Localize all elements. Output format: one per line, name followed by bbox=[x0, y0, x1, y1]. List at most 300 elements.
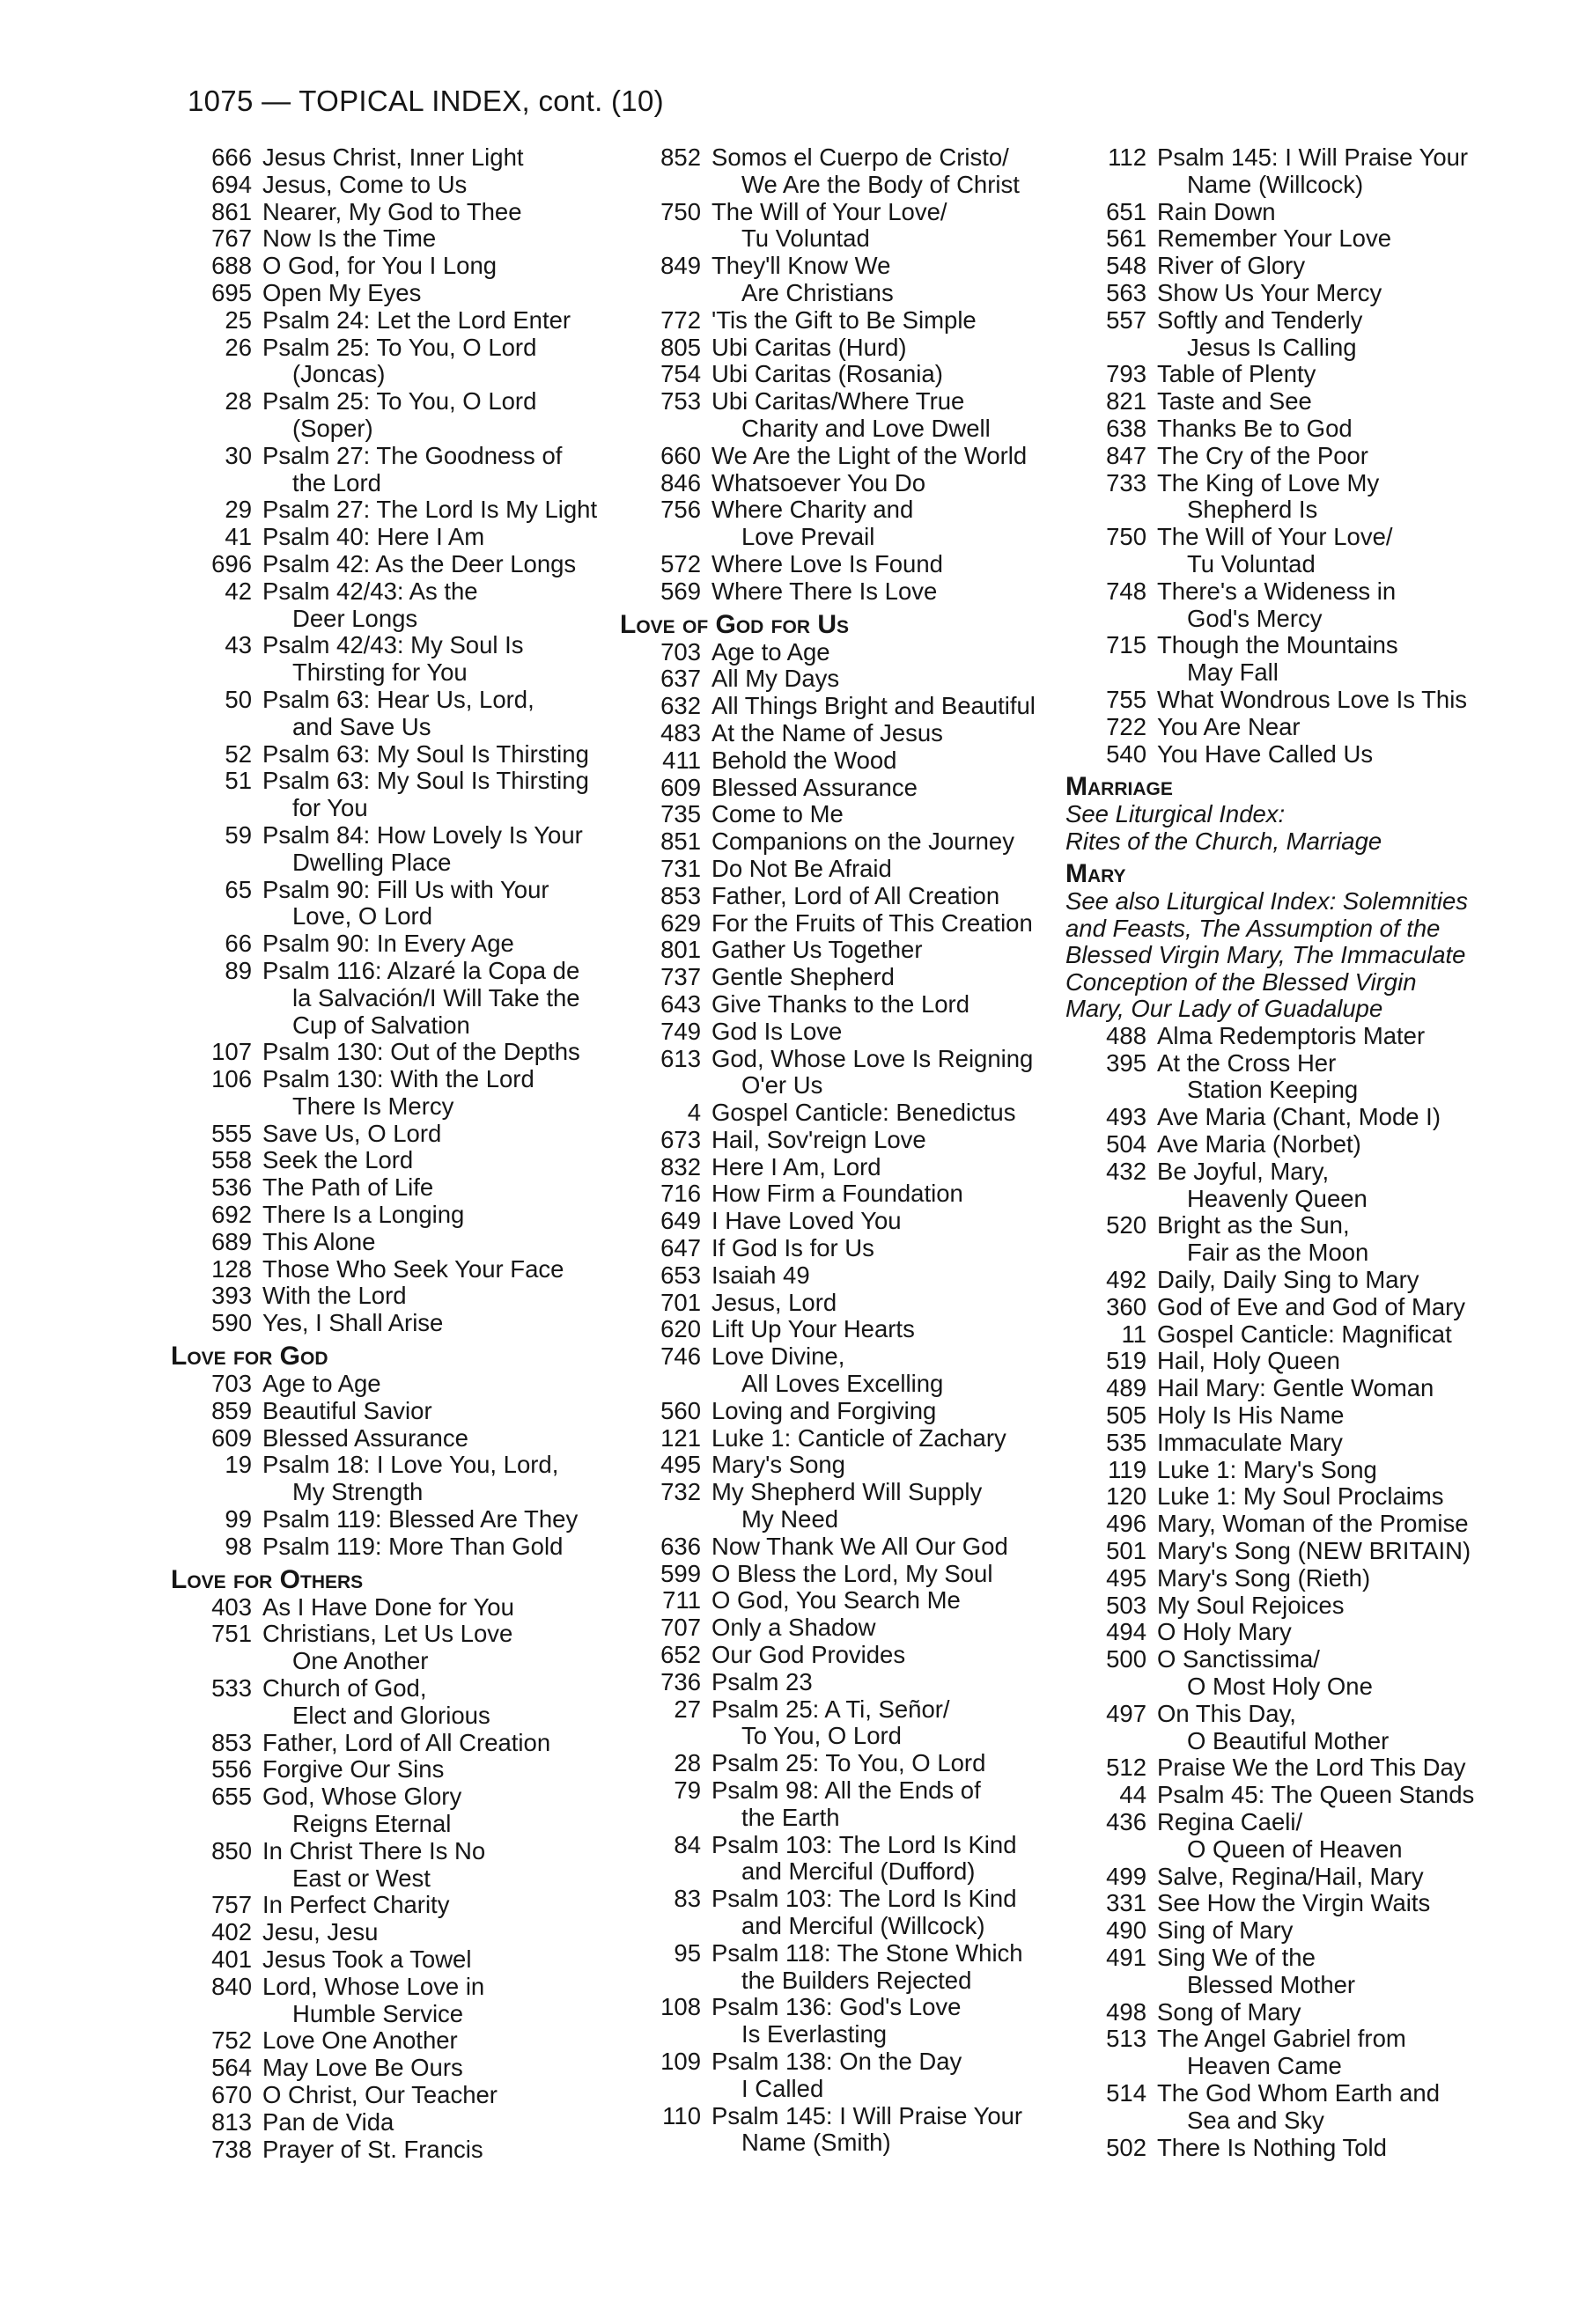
index-entry bbox=[1062, 1131, 1511, 1158]
title-line: Praise We the Lord This Day bbox=[1157, 1754, 1466, 1782]
hymn-title bbox=[262, 1371, 625, 1398]
hymn-title bbox=[262, 225, 625, 253]
title-continuation: the Earth bbox=[741, 1803, 840, 1831]
hymn-number: 753 bbox=[660, 387, 701, 416]
index-entry bbox=[616, 1750, 1065, 1777]
title-line: Beautiful Savior bbox=[262, 1396, 432, 1424]
index-entry bbox=[616, 144, 1065, 199]
hymn-title bbox=[711, 1398, 1065, 1425]
index-entry bbox=[616, 1994, 1065, 2048]
index-entry bbox=[167, 443, 625, 497]
index-entry bbox=[1062, 1158, 1511, 1213]
hymn-number: 821 bbox=[1106, 387, 1146, 416]
index-entry bbox=[616, 551, 1065, 578]
index-entry bbox=[616, 2048, 1065, 2103]
index-entry bbox=[1062, 1809, 1511, 1864]
hymn-number: 736 bbox=[660, 1667, 701, 1695]
hymn-title bbox=[1157, 687, 1511, 714]
hymn-title bbox=[262, 1919, 625, 1946]
hymn-title bbox=[1157, 2080, 1511, 2135]
hymn-number: 106 bbox=[211, 1065, 252, 1093]
cross-reference-note: See also Liturgical Index: Solemnities and Feasts, The Assumption of the Blessed Virgin Mary, The Immaculate Conception of the Blessed Virgin Mary, Our Lady of Guadalupe bbox=[1065, 887, 1469, 1023]
title-continuation: I Called bbox=[741, 2074, 824, 2102]
index-entry bbox=[616, 199, 1065, 254]
hymn-title bbox=[711, 1832, 1065, 1886]
title-line: Somos el Cuerpo de Cristo/ bbox=[711, 143, 1009, 171]
index-entry bbox=[616, 1180, 1065, 1208]
index-entry bbox=[167, 225, 625, 253]
index-entry bbox=[167, 1147, 625, 1174]
hymn-number: 859 bbox=[211, 1396, 252, 1424]
hymn-number: 695 bbox=[211, 278, 252, 306]
index-column-1 bbox=[167, 144, 625, 2163]
title-line: O Christ, Our Teacher bbox=[262, 2080, 498, 2108]
hymn-title bbox=[1157, 1538, 1511, 1565]
title-continuation: O Beautiful Mother bbox=[1187, 1726, 1390, 1754]
hymn-title bbox=[262, 1838, 625, 1893]
index-entry bbox=[616, 964, 1065, 991]
hymn-title bbox=[711, 775, 1065, 802]
hymn-title bbox=[711, 1777, 1065, 1832]
title-line: God, Whose Glory bbox=[262, 1783, 462, 1811]
hymn-title bbox=[1157, 524, 1511, 578]
hymn-title bbox=[711, 883, 1065, 910]
title-continuation: We Are the Body of Christ bbox=[741, 170, 1020, 198]
title-continuation: (Joncas) bbox=[292, 360, 386, 388]
hymn-number: 128 bbox=[211, 1254, 252, 1283]
index-entry bbox=[167, 1838, 625, 1893]
hymn-title bbox=[711, 720, 1065, 747]
hymn-number: 520 bbox=[1106, 1211, 1146, 1239]
index-entry bbox=[616, 937, 1065, 964]
hymn-number: 89 bbox=[225, 956, 252, 984]
title-continuation: O Most Holy One bbox=[1187, 1672, 1373, 1700]
title-line: Psalm 27: The Lord Is My Light bbox=[262, 496, 598, 524]
title-line: As I Have Done for You bbox=[262, 1592, 514, 1621]
title-line: We Are the Light of the World bbox=[711, 441, 1028, 469]
title-continuation: All Loves Excelling bbox=[741, 1370, 944, 1398]
title-line: Where Love Is Found bbox=[711, 549, 943, 577]
hymn-title bbox=[262, 1147, 625, 1174]
hymn-title bbox=[1157, 1023, 1511, 1050]
hymn-number: 647 bbox=[660, 1234, 701, 1262]
hymn-title bbox=[1157, 1402, 1511, 1430]
hymn-title bbox=[1157, 1104, 1511, 1131]
hymn-number: 43 bbox=[225, 631, 252, 659]
hymn-title bbox=[711, 1208, 1065, 1235]
title-continuation: la Salvación/I Will Take the bbox=[292, 983, 580, 1011]
index-entry bbox=[167, 877, 625, 931]
hymn-number: 666 bbox=[211, 143, 252, 171]
index-entry bbox=[616, 1696, 1065, 1751]
title-line: God of Eve and God of Mary bbox=[1157, 1292, 1466, 1320]
title-continuation: Name (Willcock) bbox=[1187, 170, 1364, 198]
index-entry bbox=[616, 1669, 1065, 1696]
title-line: Luke 1: Mary's Song bbox=[1157, 1455, 1377, 1483]
index-entry bbox=[167, 1425, 625, 1452]
title-line: Rain Down bbox=[1157, 197, 1276, 225]
title-line: I Have Loved You bbox=[711, 1207, 902, 1235]
hymn-title bbox=[711, 1046, 1065, 1100]
title-line: Blessed Assurance bbox=[262, 1423, 468, 1452]
hymn-number: 500 bbox=[1106, 1645, 1146, 1673]
hymn-title bbox=[1157, 1050, 1511, 1105]
hymn-title bbox=[1157, 1511, 1511, 1538]
index-entry bbox=[616, 1235, 1065, 1262]
hymn-title bbox=[711, 361, 1065, 388]
hymn-number: 411 bbox=[662, 746, 701, 774]
index-entry bbox=[167, 307, 625, 335]
hymn-number: 503 bbox=[1106, 1591, 1146, 1619]
hymn-number: 840 bbox=[211, 1972, 252, 2000]
title-line: My Soul Rejoices bbox=[1157, 1591, 1345, 1619]
hymn-number: 707 bbox=[660, 1614, 701, 1642]
index-entry bbox=[167, 1256, 625, 1283]
hymn-title bbox=[262, 551, 625, 578]
title-line: They'll Know We bbox=[711, 252, 891, 280]
title-line: The King of Love My bbox=[1157, 468, 1380, 496]
title-line: Psalm 90: In Every Age bbox=[262, 930, 514, 958]
index-entry bbox=[167, 578, 625, 633]
index-entry bbox=[167, 2055, 625, 2082]
hymn-title bbox=[711, 388, 1065, 443]
hymn-title bbox=[262, 1974, 625, 2028]
hymn-number: 492 bbox=[1106, 1266, 1146, 1293]
index-entry bbox=[616, 1019, 1065, 1046]
index-entry bbox=[167, 1756, 625, 1783]
section-heading: Love of God for Us bbox=[620, 609, 850, 639]
hymn-number: 653 bbox=[660, 1261, 701, 1289]
hymn-title bbox=[262, 1594, 625, 1622]
index-entry bbox=[167, 335, 625, 389]
hymn-title bbox=[262, 335, 625, 389]
hymn-title bbox=[711, 1290, 1065, 1317]
hymn-title bbox=[711, 639, 1065, 666]
hymn-title bbox=[262, 768, 625, 822]
title-line: In Christ There Is No bbox=[262, 1836, 486, 1864]
title-line: On This Day, bbox=[1157, 1699, 1296, 1727]
hymn-number: 688 bbox=[211, 252, 252, 280]
hymn-title bbox=[262, 1283, 625, 1310]
hymn-title bbox=[711, 693, 1065, 720]
index-entry bbox=[1062, 1375, 1511, 1402]
hymn-title bbox=[262, 524, 625, 551]
title-line: Christians, Let Us Love bbox=[262, 1620, 513, 1648]
hymn-number: 493 bbox=[1106, 1103, 1146, 1131]
hymn-title bbox=[262, 1039, 625, 1066]
hymn-number: 757 bbox=[211, 1891, 252, 1919]
title-line: Daily, Daily Sing to Mary bbox=[1157, 1266, 1419, 1293]
title-line: Thanks Be to God bbox=[1157, 414, 1353, 442]
title-line: Love One Another bbox=[262, 2026, 458, 2055]
title-line: Companions on the Journey bbox=[711, 827, 1014, 856]
title-line: Father, Lord of All Creation bbox=[711, 881, 1000, 909]
title-line: O Sanctissima/ bbox=[1157, 1645, 1320, 1673]
index-entry bbox=[616, 856, 1065, 883]
index-entry bbox=[1062, 443, 1511, 470]
index-entry bbox=[1062, 225, 1511, 253]
title-line: Holy Is His Name bbox=[1157, 1401, 1345, 1429]
index-entry bbox=[167, 1174, 625, 1202]
title-line: Ubi Caritas/Where True bbox=[711, 387, 965, 416]
hymn-number: 754 bbox=[660, 360, 701, 388]
index-entry bbox=[616, 443, 1065, 470]
hymn-title bbox=[262, 1256, 625, 1283]
index-entry bbox=[167, 1229, 625, 1256]
index-entry bbox=[1062, 1917, 1511, 1945]
hymn-number: 620 bbox=[660, 1315, 701, 1343]
title-line: Psalm 25: To You, O Lord bbox=[262, 387, 537, 416]
index-entry bbox=[1062, 1294, 1511, 1321]
hymn-title bbox=[1157, 1619, 1511, 1646]
hymn-title bbox=[262, 388, 625, 443]
index-entry bbox=[167, 822, 625, 877]
title-continuation: East or West bbox=[292, 1864, 431, 1892]
hymn-number: 649 bbox=[660, 1207, 701, 1235]
hymn-title bbox=[711, 1343, 1065, 1398]
hymn-number: 673 bbox=[660, 1125, 701, 1153]
index-entry bbox=[616, 335, 1065, 362]
hymn-number: 491 bbox=[1106, 1943, 1146, 1971]
hymn-title bbox=[1157, 2135, 1511, 2162]
hymn-title bbox=[262, 1174, 625, 1202]
hymn-title bbox=[711, 253, 1065, 307]
hymn-number: 395 bbox=[1106, 1048, 1146, 1077]
index-entry bbox=[616, 883, 1065, 910]
index-entry bbox=[616, 1154, 1065, 1181]
index-entry bbox=[167, 687, 625, 741]
index-entry bbox=[1062, 1945, 1511, 1999]
title-continuation: Shepherd Is bbox=[1187, 496, 1318, 524]
title-line: What Wondrous Love Is This bbox=[1157, 685, 1468, 713]
title-line: Immaculate Mary bbox=[1157, 1428, 1343, 1456]
index-entry bbox=[1062, 388, 1511, 416]
title-line: Gospel Canticle: Benedictus bbox=[711, 1099, 1016, 1127]
index-entry bbox=[167, 280, 625, 307]
hymn-title bbox=[711, 443, 1065, 470]
hymn-number: 11 bbox=[1121, 1320, 1146, 1348]
hymn-number: 495 bbox=[1106, 1563, 1146, 1592]
title-line: The God Whom Earth and bbox=[1157, 2078, 1440, 2107]
hymn-title bbox=[1157, 416, 1511, 443]
hymn-title bbox=[1157, 2026, 1511, 2080]
hymn-number: 489 bbox=[1106, 1374, 1146, 1402]
title-continuation: Love, O Lord bbox=[292, 902, 432, 930]
index-entry bbox=[167, 1919, 625, 1946]
hymn-title bbox=[262, 280, 625, 307]
hymn-number: 112 bbox=[1108, 143, 1146, 171]
title-line: Yes, I Shall Arise bbox=[262, 1309, 444, 1337]
index-entry bbox=[616, 1587, 1065, 1614]
title-line: Gather Us Together bbox=[711, 936, 923, 964]
hymn-title bbox=[262, 443, 625, 497]
index-entry bbox=[616, 1099, 1065, 1127]
title-line: Where There Is Love bbox=[711, 577, 938, 605]
hymn-title bbox=[1157, 1212, 1511, 1267]
title-continuation: My Strength bbox=[292, 1478, 424, 1506]
hymn-title bbox=[711, 747, 1065, 775]
title-continuation: Sea and Sky bbox=[1187, 2106, 1324, 2134]
hymn-title bbox=[262, 496, 625, 524]
title-line: Psalm 136: God's Love bbox=[711, 1993, 962, 2021]
hymn-number: 638 bbox=[1106, 414, 1146, 442]
hymn-title bbox=[711, 801, 1065, 828]
hymn-number: 540 bbox=[1106, 739, 1146, 768]
title-line: Blessed Assurance bbox=[711, 773, 918, 801]
title-continuation: and Save Us bbox=[292, 712, 431, 740]
hymn-title bbox=[262, 1675, 625, 1730]
hymn-number: 564 bbox=[211, 2054, 252, 2082]
hymn-title bbox=[711, 335, 1065, 362]
hymn-title bbox=[1157, 1945, 1511, 1999]
title-line: Give Thanks to the Lord bbox=[711, 989, 969, 1018]
hymn-title bbox=[262, 877, 625, 931]
index-entry bbox=[167, 172, 625, 199]
index-column-2 bbox=[616, 144, 1065, 2157]
section-heading: Mary bbox=[1065, 859, 1126, 889]
index-entry bbox=[167, 1202, 625, 1229]
title-line: 'Tis the Gift to Be Simple bbox=[711, 305, 977, 334]
index-entry bbox=[1062, 1890, 1511, 1917]
hymn-number: 555 bbox=[211, 1119, 252, 1147]
title-line: There's a Wideness in bbox=[1157, 577, 1397, 605]
title-continuation: and Merciful (Dufford) bbox=[741, 1857, 976, 1886]
index-entry bbox=[616, 1208, 1065, 1235]
title-line: Salve, Regina/Hail, Mary bbox=[1157, 1862, 1424, 1890]
hymn-number: 716 bbox=[660, 1180, 701, 1208]
hymn-title bbox=[262, 1425, 625, 1452]
hymn-title bbox=[711, 1425, 1065, 1452]
hymn-number: 793 bbox=[1106, 360, 1146, 388]
hymn-number: 98 bbox=[225, 1532, 252, 1560]
hymn-number: 849 bbox=[660, 252, 701, 280]
hymn-number: 846 bbox=[660, 468, 701, 496]
hymn-number: 501 bbox=[1106, 1536, 1146, 1564]
index-entry bbox=[1062, 1050, 1511, 1105]
hymn-title bbox=[262, 1892, 625, 1919]
title-line: Ave Maria (Norbet) bbox=[1157, 1130, 1361, 1158]
hymn-number: 95 bbox=[674, 1938, 701, 1967]
hymn-number: 746 bbox=[660, 1342, 701, 1371]
hymn-title bbox=[711, 470, 1065, 497]
hymn-number: 512 bbox=[1106, 1754, 1146, 1782]
index-entry bbox=[1062, 741, 1511, 769]
hymn-number: 84 bbox=[674, 1830, 701, 1858]
hymn-number: 572 bbox=[660, 549, 701, 577]
index-entry bbox=[616, 775, 1065, 802]
section-heading: Love for Others bbox=[171, 1564, 364, 1594]
hymn-number: 557 bbox=[1106, 305, 1146, 334]
hymn-title bbox=[711, 496, 1065, 551]
index-entry bbox=[1062, 253, 1511, 280]
hymn-number: 652 bbox=[660, 1641, 701, 1669]
index-entry bbox=[616, 639, 1065, 666]
title-line: Open My Eyes bbox=[262, 278, 422, 306]
title-line: You Have Called Us bbox=[1157, 739, 1374, 768]
hymn-title bbox=[711, 199, 1065, 254]
section-heading: Marriage bbox=[1065, 772, 1173, 802]
index-entry bbox=[616, 361, 1065, 388]
hymn-title bbox=[262, 307, 625, 335]
index-entry bbox=[616, 1290, 1065, 1317]
title-continuation: the Builders Rejected bbox=[741, 1966, 972, 1994]
title-line: O God, You Search Me bbox=[711, 1586, 961, 1614]
hymn-title bbox=[262, 687, 625, 741]
hymn-title bbox=[1157, 1999, 1511, 2026]
hymn-number: 393 bbox=[211, 1282, 252, 1310]
hymn-title bbox=[711, 1533, 1065, 1561]
index-entry bbox=[616, 1398, 1065, 1425]
hymn-number: 703 bbox=[211, 1370, 252, 1398]
hymn-number: 655 bbox=[211, 1783, 252, 1811]
hymn-title bbox=[262, 632, 625, 687]
title-line: Psalm 25: A Ti, Señor/ bbox=[711, 1695, 950, 1723]
hymn-number: 613 bbox=[660, 1044, 701, 1072]
hymn-number: 670 bbox=[211, 2080, 252, 2108]
title-line: This Alone bbox=[262, 1227, 376, 1255]
hymn-title bbox=[262, 1621, 625, 1675]
hymn-title bbox=[262, 822, 625, 877]
index-entry bbox=[167, 388, 625, 443]
index-entry bbox=[1062, 1483, 1511, 1511]
hymn-title bbox=[711, 578, 1065, 606]
title-line: Jesus Took a Towel bbox=[262, 1945, 472, 1973]
title-line: Lift Up Your Hearts bbox=[711, 1315, 915, 1343]
hymn-number: 502 bbox=[1106, 2133, 1146, 2161]
hymn-number: 801 bbox=[660, 936, 701, 964]
cross-reference-note: See Liturgical Index: Rites of the Church, Marriage bbox=[1065, 800, 1382, 855]
index-entry bbox=[167, 524, 625, 551]
title-line: Lord, Whose Love in bbox=[262, 1972, 485, 2000]
hymn-number: 66 bbox=[225, 930, 252, 958]
title-line: Psalm 25: To You, O Lord bbox=[262, 333, 537, 361]
title-line: How Firm a Foundation bbox=[711, 1180, 963, 1208]
index-column-3 bbox=[1062, 144, 1511, 2161]
index-entry bbox=[616, 1940, 1065, 1995]
hymn-title bbox=[711, 1994, 1065, 2048]
hymn-number: 643 bbox=[660, 989, 701, 1018]
title-continuation: Station Keeping bbox=[1187, 1076, 1359, 1104]
title-line: Psalm 18: I Love You, Lord, bbox=[262, 1451, 559, 1479]
hymn-number: 715 bbox=[1106, 631, 1146, 659]
title-line: Do Not Be Afraid bbox=[711, 854, 892, 882]
page-title: 1075 — TOPICAL INDEX, cont. (10) bbox=[188, 85, 664, 117]
hymn-number: 756 bbox=[660, 496, 701, 524]
title-line: Hail, Sov'reign Love bbox=[711, 1125, 926, 1153]
index-entry bbox=[1062, 1348, 1511, 1375]
hymn-title bbox=[711, 1886, 1065, 1940]
title-line: Luke 1: Canticle of Zachary bbox=[711, 1423, 1006, 1452]
title-line: Psalm 118: The Stone Which bbox=[711, 1938, 1023, 1967]
title-line: Luke 1: My Soul Proclaims bbox=[1157, 1482, 1444, 1511]
index-entry bbox=[616, 1886, 1065, 1940]
index-entry bbox=[1062, 714, 1511, 741]
title-continuation: One Another bbox=[292, 1647, 429, 1675]
index-entry bbox=[167, 1506, 625, 1533]
index-entry bbox=[616, 720, 1065, 747]
hymn-number: 853 bbox=[660, 881, 701, 909]
index-entry bbox=[1062, 2135, 1511, 2162]
hymn-number: 514 bbox=[1106, 2078, 1146, 2107]
hymn-title bbox=[711, 828, 1065, 856]
hymn-number: 432 bbox=[1106, 1157, 1146, 1185]
hymn-number: 632 bbox=[660, 692, 701, 720]
title-line: The Will of Your Love/ bbox=[711, 197, 947, 225]
index-entry bbox=[1062, 416, 1511, 443]
title-continuation: O'er Us bbox=[741, 1071, 823, 1099]
hymn-title bbox=[1157, 714, 1511, 741]
index-entry bbox=[616, 470, 1065, 497]
